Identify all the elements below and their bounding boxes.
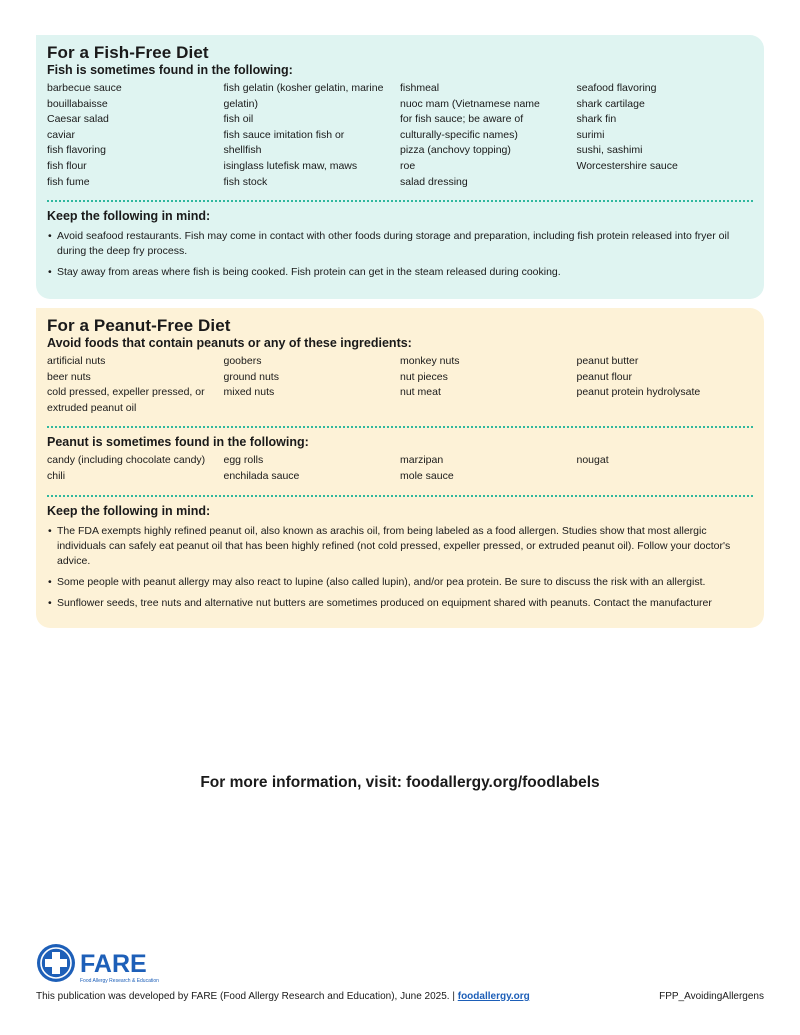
fish-item: seafood flavoring [576,82,657,94]
fish-item: for fish sauce; be aware of [400,113,524,126]
peanut-found-column [47,453,224,484]
peanut-found-grid [47,453,753,484]
peanut-found-column [224,453,401,484]
peanut-item: peanut protein hydrolysate [576,386,701,399]
bullet-item: • Sunflower seeds, tree nuts and alternative nut butters are sometimes produced on equipment shared with peanuts. Contact the manufacturer [47,596,753,611]
peanut-bullet-list [47,524,753,611]
fish-item: surimi [576,128,605,141]
fish-bullet-list [47,229,753,280]
peanut-item: monkey nuts [400,355,460,367]
peanut-item: peanut flour [576,370,632,383]
peanut-free-section [36,308,764,628]
logo-wordmark: FARE [80,950,147,978]
peanut-avoid-column [47,354,224,416]
peanut-found-heading: Peanut is sometimes found in the following: [47,435,309,450]
fish-item: fish gelatin (kosher gelatin, marine [223,82,384,94]
peanut-item: mole sauce [400,469,454,482]
fish-item: Caesar salad [47,113,109,126]
fish-item: fish stock [223,175,268,188]
peanut-item: nougat [576,454,609,467]
fish-item: fish flour [47,159,87,172]
fish-free-section [36,35,764,299]
peanut-item: egg rolls [223,454,264,467]
fish-column [47,81,224,190]
bullet-item: • Some people with peanut allergy may also react to lupine (also called lupin), and/or pea protein. Be sure to discuss the risk with an allergist. [47,575,753,590]
peanut-section-title: For a Peanut-Free Diet [47,316,231,335]
fish-item: caviar [47,128,76,141]
fish-mind-heading: Keep the following in mind: [47,209,211,224]
fish-column [224,81,401,190]
fish-item: isinglass lutefisk maw, maws [223,159,358,172]
foodallergy-link[interactable]: foodallergy.org [457,991,530,1002]
fish-item: fishmeal [400,82,440,94]
more-info-line: For more information, visit: foodallergy.org/foodlabels [200,774,600,791]
peanut-avoid-column [577,354,754,416]
fish-item: salad dressing [400,175,468,188]
fish-item: nuoc mam (Vietnamese name [400,97,540,110]
fish-item: shellfish [223,144,262,157]
peanut-item: enchilada sauce [223,469,300,482]
peanut-item: artificial nuts [47,355,106,367]
fish-item: fish flavoring [47,144,106,157]
bullet-item: • Stay away from areas where fish is being cooked. Fish protein can get in the steam released during cooking. [47,265,753,280]
peanut-item: candy (including chocolate candy) [47,454,206,467]
fish-item: culturally-specific names) [400,128,518,141]
fish-item: shark cartilage [576,97,645,110]
peanut-item: beer nuts [47,370,91,383]
fish-item: bouillabaisse [47,97,108,110]
peanut-item: marzipan [400,454,444,467]
section-divider [47,495,753,497]
peanut-found-column [400,453,577,484]
fish-section-title: For a Fish-Free Diet [47,43,209,62]
peanut-item: ground nuts [223,370,279,383]
peanut-avoid-heading: Avoid foods that contain peanuts or any of these ingredients: [47,336,412,350]
peanut-avoid-column [224,354,401,416]
peanut-avoid-grid [47,354,753,416]
section-divider [47,426,753,428]
peanut-avoid-column [400,354,577,416]
peanut-mind-heading: Keep the following in mind: [47,503,211,518]
fish-item: gelatin) [223,97,258,110]
peanut-item: goobers [223,355,262,367]
fish-item: fish oil [223,113,254,126]
fish-column [400,81,577,190]
peanut-item: chili [47,469,66,482]
fish-item: pizza (anchovy topping) [400,144,511,157]
fish-item: sushi, sashimi [576,144,643,157]
peanut-item: nut meat [400,386,441,399]
fish-found-grid [47,81,753,190]
fish-item: fish sauce imitation fish or [223,128,345,141]
fare-logo [36,941,186,985]
fish-column [577,81,754,190]
fish-item: Worcestershire sauce [576,159,678,172]
fish-item: fish fume [47,175,90,188]
peanut-found-column [577,453,754,484]
bullet-item: • Avoid seafood restaurants. Fish may come in contact with other foods during storage and preparation, including fish protein released into fryer oil during the deep fry process. [47,229,753,259]
logo-tagline: Food Allergy Research & Education [80,978,159,984]
peanut-item: cold pressed, expeller pressed, or [47,386,205,399]
peanut-item: extruded peanut oil [47,401,137,414]
document-code: FPP_AvoidingAllergens [659,991,764,1002]
publication-note [36,990,530,1003]
peanut-item: peanut butter [576,355,639,367]
fish-item: barbecue sauce [47,82,122,94]
peanut-item: nut pieces [400,370,448,383]
fish-item: roe [400,159,416,172]
peanut-item: mixed nuts [223,386,275,399]
publication-text: This publication was developed by FARE (Food Allergy Research and Education), June 2025. | [36,991,455,1002]
fish-found-heading: Fish is sometimes found in the following: [47,63,293,77]
fish-item: shark fin [576,113,617,126]
section-divider [47,200,753,202]
bullet-item: • The FDA exempts highly refined peanut oil, also known as arachis oil, from being labeled as a food allergen. Studies show that most allergic individuals can safely eat peanut oil that has been highly refined (not cold pressed, expeller pressed, or extruded peanut oil). Follow your doctor's advice. [47,524,753,569]
